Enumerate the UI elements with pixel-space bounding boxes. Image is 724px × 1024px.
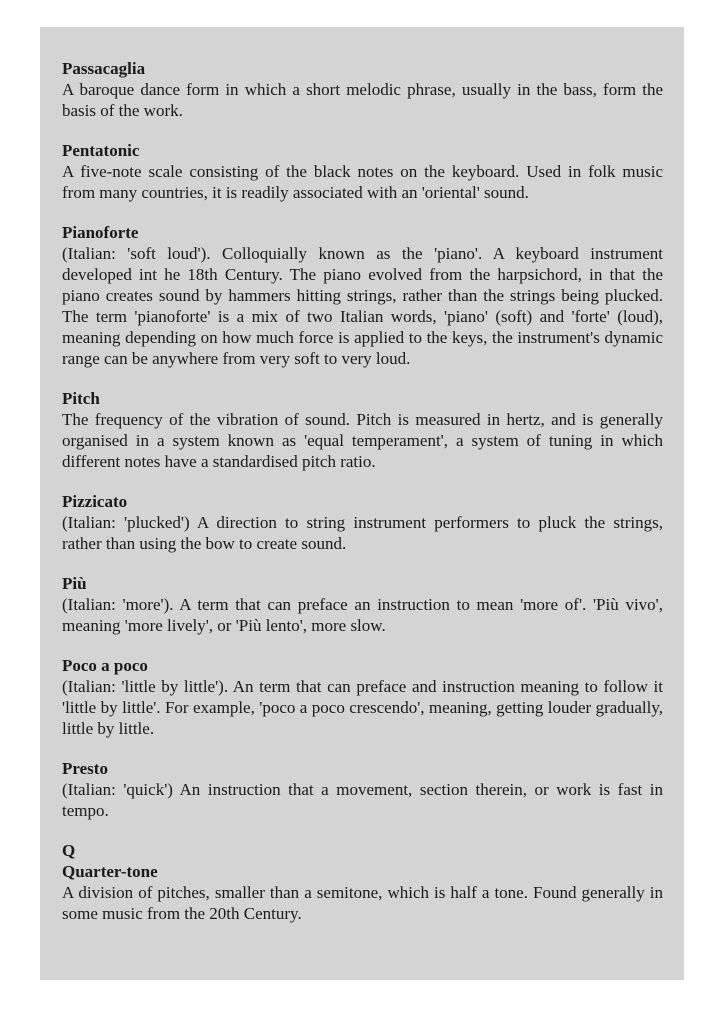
term-heading: Pitch: [62, 389, 100, 408]
term-heading: Più: [62, 574, 87, 593]
term-definition: (Italian: 'more'). A term that can preface an instruction to mean 'more of'. 'Più vivo', meaning 'more lively', or 'Più lento', more slow.: [62, 595, 663, 635]
term-heading: Passacaglia: [62, 59, 146, 78]
term-definition: A five-note scale consisting of the black notes on the keyboard. Used in folk music from many countries, it is readily associated with an 'oriental' sound.: [62, 162, 663, 202]
term-definition: A baroque dance form in which a short melodic phrase, usually in the bass, form the basis of the work.: [62, 80, 663, 120]
term-definition: (Italian: 'quick') An instruction that a movement, section therein, or work is fast in tempo.: [62, 780, 663, 820]
term-heading: Pentatonic: [62, 141, 140, 160]
term-heading: Pizzicato: [62, 492, 128, 511]
glossary-entry-pitch: [62, 388, 663, 472]
glossary-entry-piu: [62, 573, 663, 636]
term-definition: (Italian: 'soft loud'). Colloquially known as the 'piano'. A keyboard instrument developed int he 18th Century. The piano evolved from the harpsichord, in that the piano creates sound by hammers hitting strings, rather than the strings being plucked. The term 'pianoforte' is a mix of two Italian words, 'piano' (soft) and 'forte' (loud), meaning depending on how much force is applied to the keys, the instrument's dynamic range can be anywhere from very soft to very loud.: [62, 244, 663, 368]
glossary-entry-pianoforte: [62, 222, 663, 369]
glossary-entry-pentatonic: [62, 140, 663, 203]
term-definition: A division of pitches, smaller than a semitone, which is half a tone. Found generally in some music from the 20th Century.: [62, 883, 663, 923]
glossary-entry-passacaglia: [62, 58, 663, 121]
term-heading: Presto: [62, 759, 108, 778]
glossary-entry-poco-a-poco: [62, 655, 663, 739]
term-definition: (Italian: 'little by little'). An term that can preface and instruction meaning to follow it 'little by little'. For example, 'poco a poco crescendo', meaning, getting louder gradually, little by little.: [62, 677, 663, 738]
term-heading: Pianoforte: [62, 223, 139, 242]
section-letter: Q: [62, 841, 76, 860]
glossary-page: [40, 27, 684, 980]
glossary-section-q: [62, 840, 663, 924]
glossary-entry-pizzicato: [62, 491, 663, 554]
glossary-entry-presto: [62, 758, 663, 821]
term-heading: Quarter-tone: [62, 862, 158, 881]
term-definition: The frequency of the vibration of sound. Pitch is measured in hertz, and is generally organised in a system known as 'equal temperament', a system of tuning in which different notes have a standardised pitch ratio.: [62, 410, 663, 471]
term-definition: (Italian: 'plucked') A direction to string instrument performers to pluck the strings, rather than using the bow to create sound.: [62, 513, 663, 553]
term-heading: Poco a poco: [62, 656, 148, 675]
